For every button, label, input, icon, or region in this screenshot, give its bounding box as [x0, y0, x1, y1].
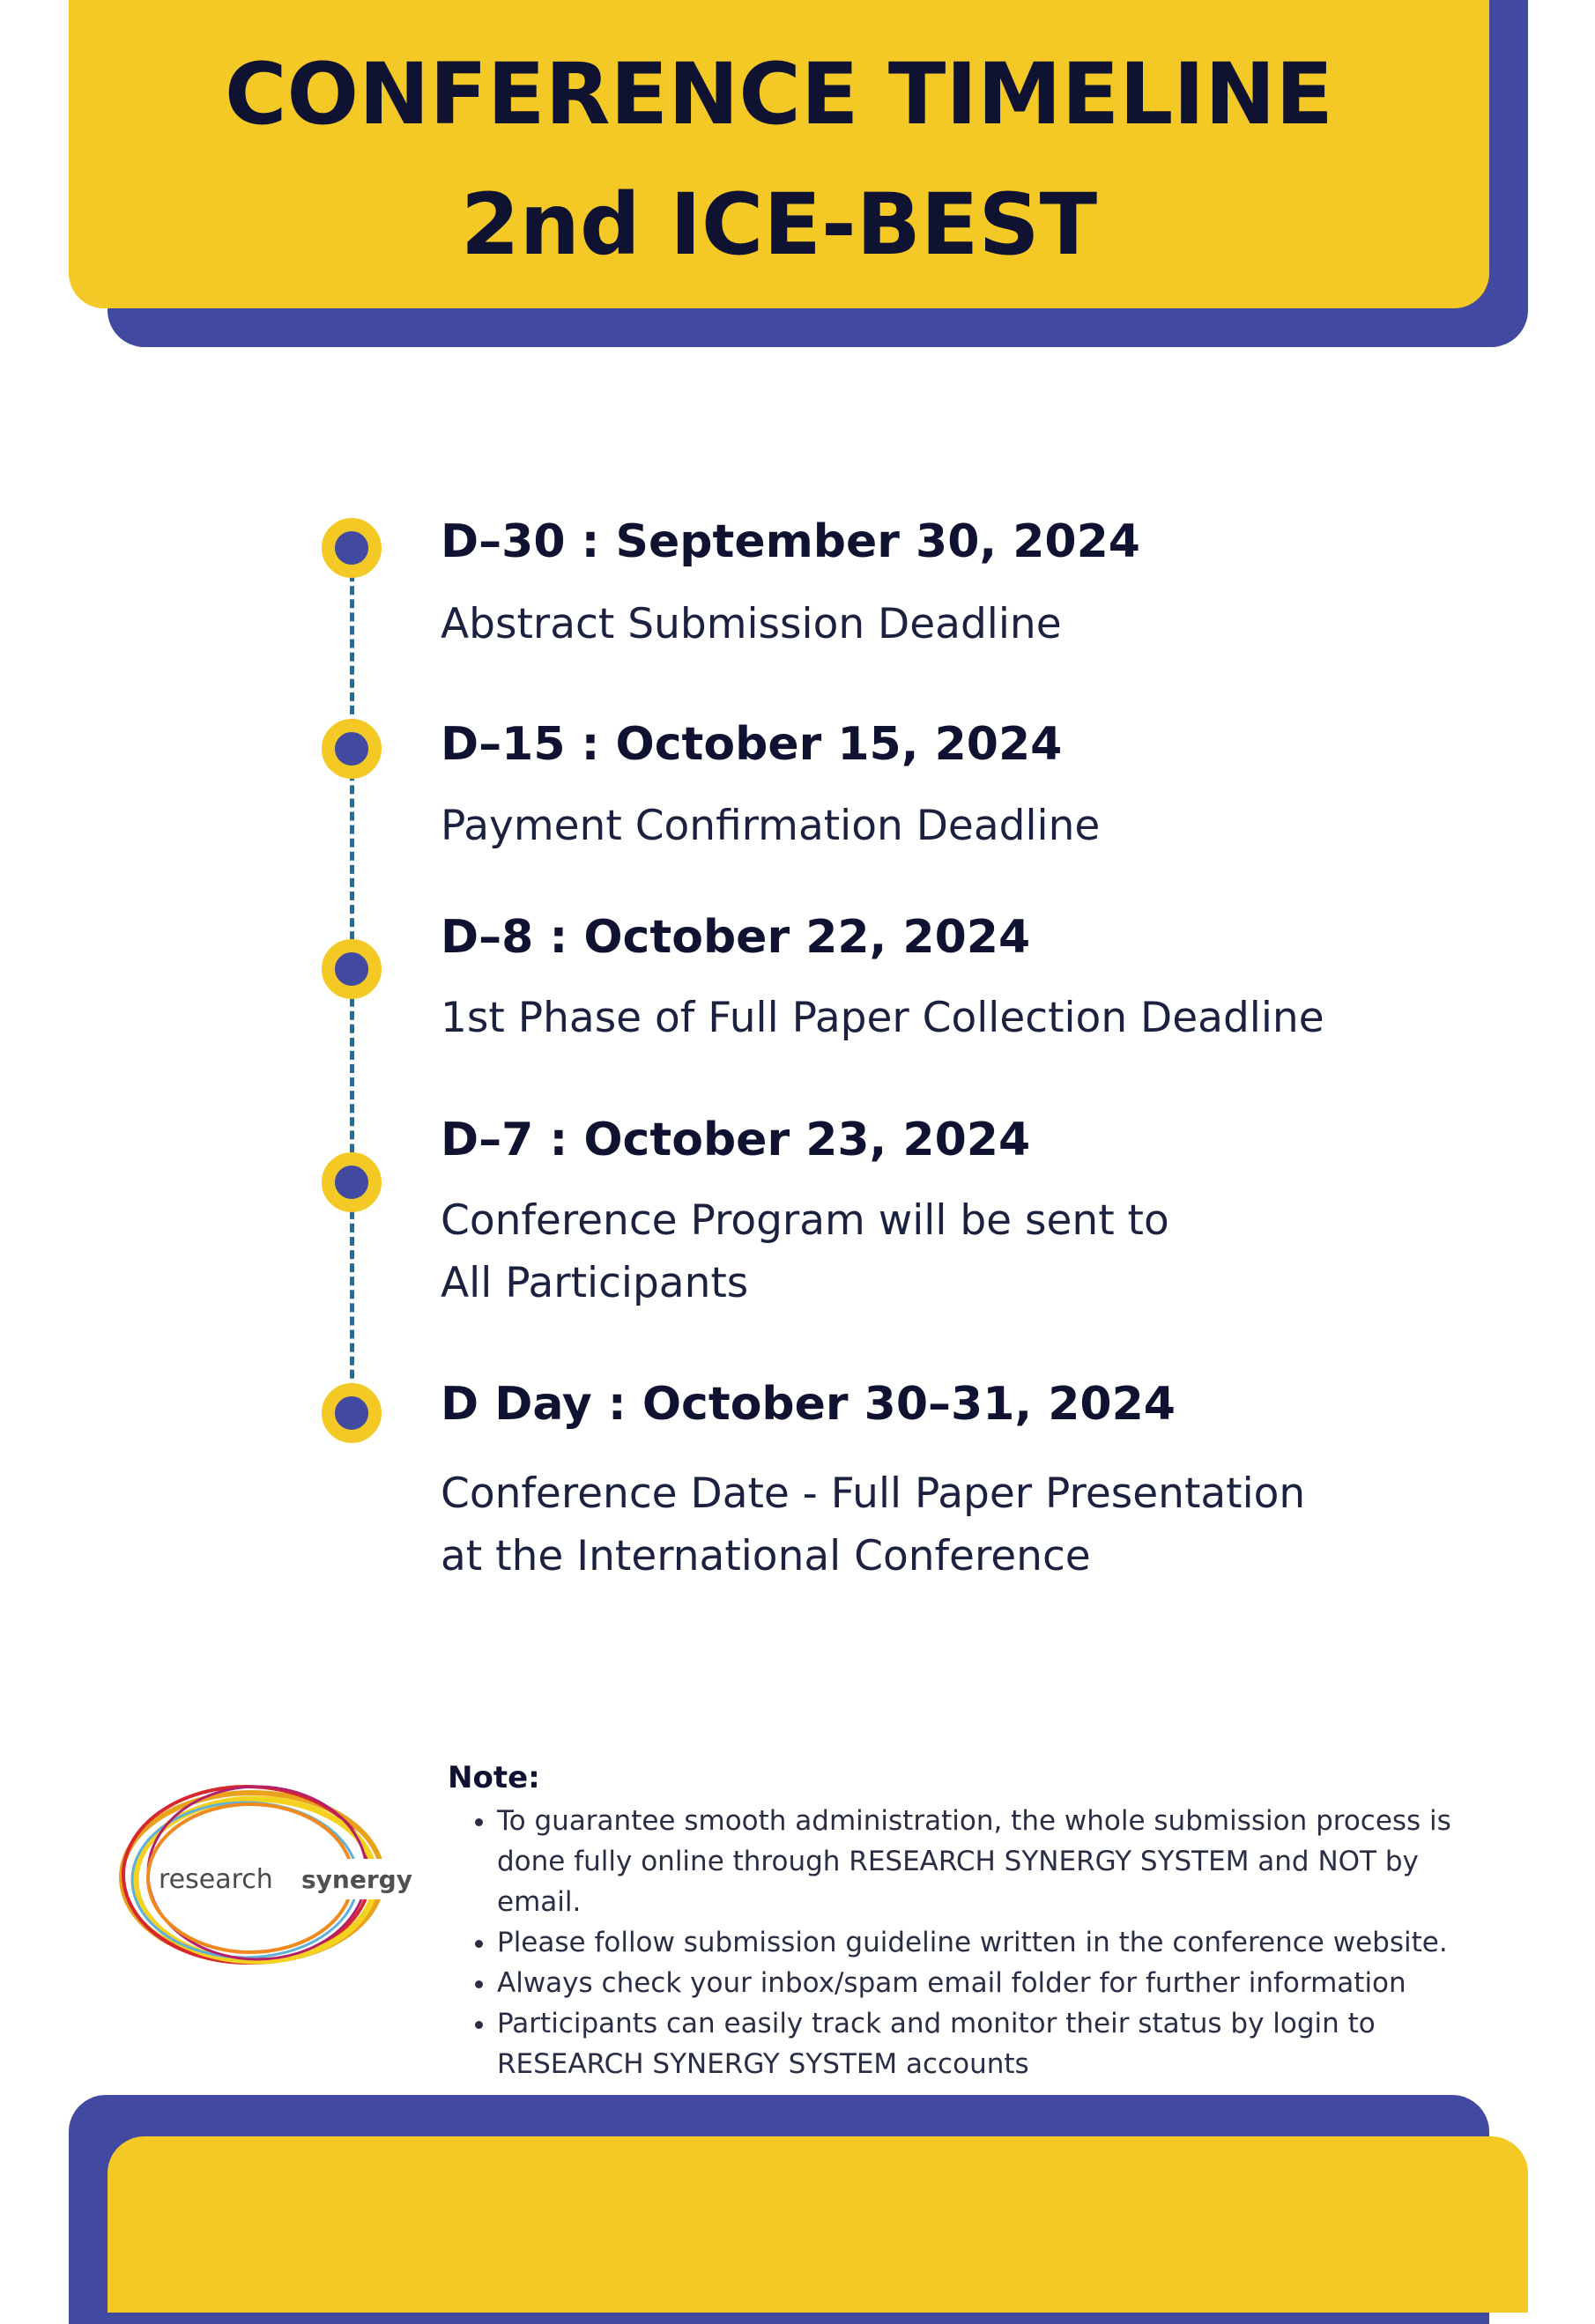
timeline-description — [441, 1462, 1410, 1588]
timeline-description-line: Conference Date - Full Paper Presentation — [441, 1469, 1306, 1518]
timeline-dot — [322, 1152, 382, 1212]
timeline-date: D Day : October 30–31, 2024 — [441, 1378, 1176, 1431]
timeline-description-line: All Participants — [441, 1259, 749, 1307]
timeline-date: D–7 : October 23, 2024 — [441, 1114, 1031, 1166]
logo-word-research: research — [159, 1864, 273, 1895]
timeline-description-line: Conference Program will be sent to — [441, 1196, 1169, 1245]
timeline-description-line: Abstract Submission Deadline — [441, 600, 1062, 648]
timeline-description-line: 1st Phase of Full Paper Collection Deadline — [441, 994, 1324, 1042]
research-synergy-logo — [106, 1781, 416, 1973]
page-title-line-1: CONFERENCE TIMELINE — [225, 45, 1333, 144]
note-item: • Participants can easily track and monitor their status by login to RESEARCH SYNERGY SYSTEM accounts — [497, 2003, 1502, 2084]
timeline-date: D–15 : October 15, 2024 — [441, 718, 1063, 771]
note-list — [449, 1801, 1502, 2084]
header-banner — [69, 0, 1489, 308]
page-title-line-2: 2nd ICE-BEST — [460, 175, 1098, 274]
note-title: Note: — [448, 1760, 540, 1795]
timeline-description-line: Payment Confirmation Deadline — [441, 802, 1101, 850]
footer-band-yellow — [108, 2136, 1528, 2313]
note-item: • Please follow submission guideline written in the conference website. — [497, 1922, 1502, 1963]
timeline-description — [441, 795, 1410, 857]
timeline-description-line: at the International Conference — [441, 1532, 1091, 1580]
timeline-date: D–8 : October 22, 2024 — [441, 911, 1031, 964]
logo-word-synergy: synergy — [301, 1865, 412, 1894]
note-item: • Always check your inbox/spam email folder for further information — [497, 1963, 1502, 2003]
timeline-description — [441, 593, 1410, 655]
note-item: • To guarantee smooth administration, the whole submission process is done fully online through RESEARCH SYNERGY SYSTEM and NOT by email. — [497, 1801, 1502, 1922]
timeline-date: D–30 : September 30, 2024 — [441, 515, 1140, 568]
timeline-dot — [322, 518, 382, 578]
timeline-description — [441, 1189, 1410, 1314]
timeline-dot — [322, 719, 382, 779]
timeline-dot — [322, 939, 382, 999]
timeline-description — [441, 987, 1410, 1049]
timeline-dot — [322, 1383, 382, 1443]
